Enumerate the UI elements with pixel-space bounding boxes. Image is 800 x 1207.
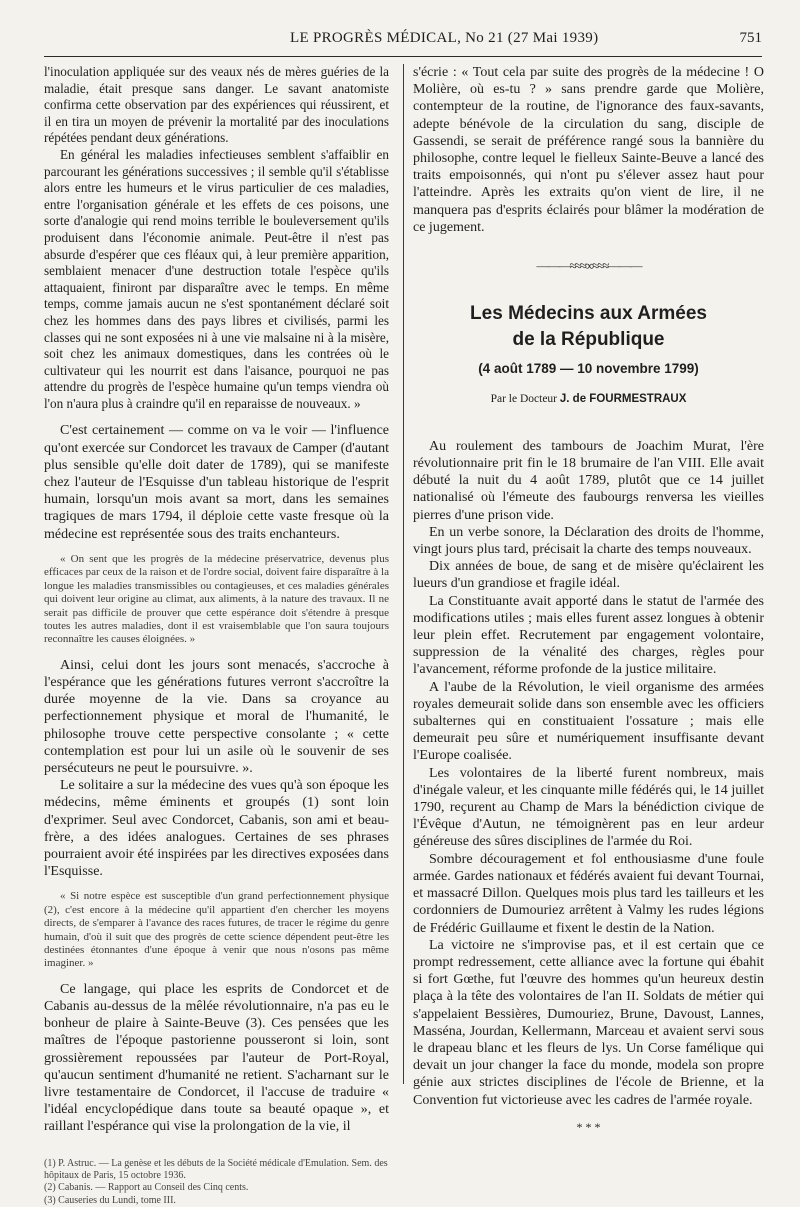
paragraph: Ce langage, qui place les esprits de Condorcet et de Cabanis au-dessus de la mêlée révolutionnaire, n'a pas eu le bonheur de plaire à Sainte-Beuve (3). Ces pensées que les maîtres de l'époque pastorienne pousseront si loin, sont grossièrement repoussées par l'auteur de Port-Royal, qu'aucun sentiment d'humanité ne retient. S'acharnant sur le livre testamentaire de Condorcet, il l'accuse de traduire « l'idéal encyclopédique dans toute sa beauté opaque », et raillant l'espérance qui vise la prolongation de la vie, il xyxy=(44,981,389,1135)
paragraph: Les volontaires de la liberté furent nombreux, mais d'inégale valeur, et les cinquante mille fédérés qui, le 14 juillet 1790, reçurent au Champ de Mars la bénédiction civique de l'Évêque d'Autun, ne témoignèrent pas en leur ardeur généreuse des sûres disciplines de l'armée du Roi. xyxy=(413,765,764,850)
article-dates: (4 août 1789 — 10 novembre 1799) xyxy=(478,360,699,376)
footnotes xyxy=(44,1158,389,1207)
paragraph: Dix années de boue, de sang et de misère qu'éclairent les lueurs d'un grandiose et fragile idéal. xyxy=(413,559,764,592)
author-name: J. de FOURMESTRAUX xyxy=(559,393,687,406)
paragraph: En un verbe sonore, la Déclaration des droits de l'homme, vingt jours plus tard, précisait la charte des temps nouveaux. xyxy=(413,524,764,558)
column-divider xyxy=(403,64,404,1084)
right-column xyxy=(413,64,764,1134)
page-number: 751 xyxy=(739,30,762,46)
quotation: « Si notre espèce est susceptible d'un grand perfectionnement physique (2), c'est encore à la médecine qu'il appartient d'en chercher les moyens directs, de s'emparer à l'avance des races futures, de tracer le régime du genre humain, d'où il suit que des progrès de cette science dépendent peut-être les destinées étonnantes d'une époque à venir que nous n'osons pas même imaginer. » xyxy=(44,890,389,970)
paragraph: C'est certainement — comme on va le voir — l'influence qu'ont exercée sur Condorcet les travaux de Camper (d'autant plus sensible qu'elle doit dater de 1789), qui se manifeste chez l'auteur de l'Esquisse d'un tableau historique de l'esprit humain, lorsqu'un mois avant sa mort, dans les semaines tragiques de mars 1794, il déploie cette vaste fresque où la médecine est représentée sous des traits enchanteurs. xyxy=(44,423,389,542)
article-title-line: de la République xyxy=(512,328,665,350)
paragraph: Le solitaire a sur la médecine des vues qu'à son époque les médecins, même éminents et groupés (1) sont loin d'exprimer. Seul avec Condorcet, Cabanis, son ami et beau-frère, a des idées analogues. Certaines de ses phrases pourraient avoir été inspirées par les directives exposées dans l'Esquisse. xyxy=(44,778,389,880)
byline xyxy=(413,391,764,408)
paragraph: La Constituante avait apporté dans le statut de l'armée des modifications utiles ; mais elles furent assez longues à obtenir leur plein effet. Recrutement par engagement volontaire, suppression de la vénalité des charges, règles pour l'avancement, réforme profonde de la justice militaire. xyxy=(413,593,764,678)
paragraph: En général les maladies infectieuses semblent s'affaiblir en parcourant les générations successives ; il semble qu'il s'établisse alors entre les humeurs et le virus particulier de ces maladies, entre l'organisation générale et les effets de ces poisons, une sorte d'analogie qui rend moins terrible le bouleversement qu'ils produisent dans l'économie animale. Peut-être il n'est pas absurde d'espérer que ces fléaux qui, à leur première apparition, semblaient menacer d'une destruction totale l'espèce qu'ils attaquaient, finiront par disparaître avec le temps. En même temps, comme jamais aucun ne s'est spontanément déclaré soit chez les hommes dans des pays libres et civilisés, parmi les classes qui ne sont exposées ni à une vie malsaine ni à la misère, soit chez les animaux domestiques, dans les contrées où le cultivateur qui les nourrit est dans l'aisance, pourquoi ne pas attendre du progrès de l'espèce humaine qu'un temps viendra où l'on n'aura plus à craindre qu'il en reparaisse de nouveaux. » xyxy=(44,146,389,411)
paragraph: Sombre découragement et fol enthousiasme d'une foule armée. Gardes nationaux et fédérés avaient fui devant Tournai, et massacré Dillon. Quelques mois plus tard les tailleurs et les cordonniers de Dumouriez arrêtent à Valmy les rudes légions de Frédéric Guillaume et fixent le destin de la Nation. xyxy=(413,851,764,936)
paragraph: La victoire ne s'improvise pas, et il est certain que ce prompt redressement, cette alliance avec la fortune qui ébahit si fort Gœthe, fut l'œuvre des hommes qu'un heureux destin plaça à la tête des volontaires de l'an II. Soldats de métier qui s'appelaient Bessières, Dumouriez, Brune, Davoust, Lannes, Masséna, Jourdan, Kellermann, Marceau et avaient servi sous le drapeau blanc et les fleurs de lys. Un Corse famélique qui devait un jour changer la face du monde, modela son propre génie aux strictes disciplines de l'école de Brienne, et la Convention fut victorieuse avec les cadres de l'armée royale. xyxy=(413,937,764,1108)
paragraph: s'écrie : « Tout cela par suite des progrès de la médecine ! O Molière, où es-tu ? » sans prendre garde que Molière, contempteur de la routine, de l'ignorance des faux-savants, adepte bénévole de la circulation du sang, disciple de Gassendi, se serait de préférence rangé sous la bannière du philosophe, contre lequel le fielleux Sainte-Beuve a lancé des traits empoisonnés, qui n'ont pu s'élever assez haut pour l'atteindre. Après les extraits qu'on vient de lire, il ne manquera pas d'esprits éclairés pour blâmer la modération de ce jugement. xyxy=(413,65,764,235)
footnote: (3) Causeries du Lundi, tome III. xyxy=(44,1194,176,1206)
ornamental-divider: ———≈≈≈∞≈≈≈——— xyxy=(536,258,641,274)
left-column xyxy=(44,64,389,1206)
running-head: LE PROGRÈS MÉDICAL, No 21 (27 Mai 1939) xyxy=(290,30,599,46)
paragraph: l'inoculation appliquée sur des veaux nés de mères guéries de la maladie, était presque sans danger. Le savant anatomiste confirma cette observation par des expériences qui réussirent, et il en tira un moyen de prévenir la mortalité par des inoculations répétées pendant deux générations. xyxy=(44,64,389,146)
byline-prefix: Par le Docteur xyxy=(490,393,558,406)
quotation: « On sent que les progrès de la médecine préservatrice, devenus plus efficaces par ceux de la raison et de l'ordre social, doivent faire disparaître à la longue les maladies transmissibles ou contagieuses, et ces maladies générales qui doivent leur origine au climat, aux aliments, à la nature des travaux. Il ne serait pas difficile de prouver que cette espérance doit s'étendre à presque toutes les autres maladies, dont il est vraisemblable que l'on saura toujours reconnaître les causes éloignées. » xyxy=(44,552,389,646)
paragraph: Ainsi, celui dont les jours sont menacés, s'accroche à l'espérance que les générations futures verront s'accroître la durée moyenne de la vie. Dans sa croyance au perfectionnement physique et moral de l'humanité, le philosophe trouve cette perspective consolante ; « cette contemplation est pour lui un asile où le souvenir de ses persécuteurs ne peut le poursuivre. ». xyxy=(44,657,389,776)
page-header xyxy=(0,0,800,60)
footnote: (1) P. Astruc. — La genèse et les débuts de la Société médicale d'Emulation. Sem. des hôpitaux de Paris, 15 octobre 1936. xyxy=(44,1157,388,1182)
asterism: * * * xyxy=(576,1119,601,1134)
article-title-line: Les Médecins aux Armées xyxy=(470,302,707,324)
article-title xyxy=(413,301,764,353)
header-rule xyxy=(44,56,762,57)
paragraph: A l'aube de la Révolution, le vieil organisme des armées royales demeurait solide dans son ensemble avec les officiers subalternes qui en constituaient l'ossature ; mais elle demeurait peu sûre et numériquement insuffisante devant l'Europe coalisée. xyxy=(413,679,764,764)
footnote: (2) Cabanis. — Rapport au Conseil des Cinq cents. xyxy=(44,1182,249,1194)
paragraph: Au roulement des tambours de Joachim Murat, l'ère révolutionnaire prit fin le 18 brumaire de l'an VIII. Elle avait débuté la nuit du 4 août 1789, plutôt que ce 14 juillet nationalisé où l'émeute des faubourgs renversa les vieilles pierres d'une prison vide. xyxy=(413,438,764,523)
